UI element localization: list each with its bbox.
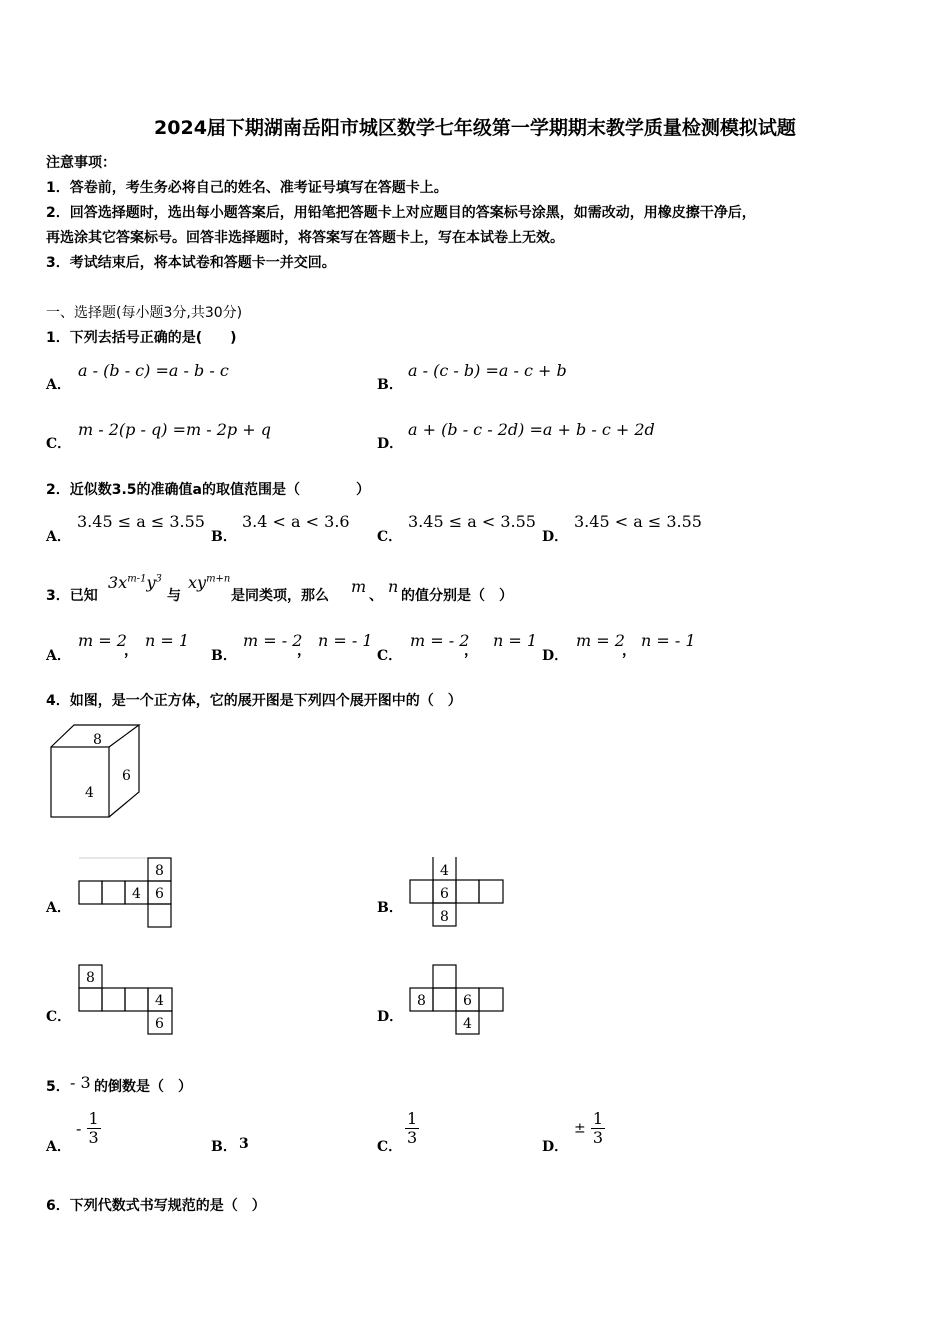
net-b-number-top: 4: [440, 863, 449, 879]
q5-option-a-fraction: [87, 1110, 101, 1147]
q4-label-a: A．: [46, 900, 71, 916]
cube-front-number: 4: [85, 785, 94, 801]
q6-stem: 6．下列代数式书写规范的是（ ）: [46, 1198, 266, 1214]
net-c-number-bottom: 6: [155, 1016, 164, 1032]
q3-term1: [108, 573, 162, 592]
q3-option-a-m: m = 2: [78, 631, 127, 650]
q4-net-a: [77, 857, 175, 930]
notice-item-2a: 2．回答选择题时，选出每小题答案后，用铅笔把答题卡上对应题目的答案标号涂黑，如需改动，用橡皮擦干净后，: [46, 205, 756, 221]
notice-item-2b: 再选涂其它答案标号。回答非选择题时，将答案写在答题卡上，写在本试卷上无效。: [46, 230, 564, 246]
q3-option-a-n: n = 1: [145, 631, 190, 650]
q1-label-c: C．: [46, 436, 72, 452]
q5-option-d-num: 1: [592, 1109, 604, 1128]
q3-term2-base: xy: [188, 573, 207, 592]
q5-option-c-den: 3: [407, 1128, 418, 1147]
cube-top-number: 8: [93, 732, 102, 748]
page-title: 2024届下期湖南岳阳市城区数学七年级第一学期期末教学质量检测模拟试题: [154, 117, 796, 139]
q5-option-b: 3: [239, 1136, 249, 1152]
q3-option-c-n: n = 1: [493, 631, 538, 650]
q5-option-c: [405, 1110, 419, 1147]
q3-label-d: D．: [542, 648, 569, 664]
net-a-number-left: 4: [132, 886, 141, 902]
q2-label-c: C．: [377, 529, 403, 545]
q5-label-a: A．: [46, 1139, 71, 1155]
q1-stem: 1．下列去括号正确的是( ): [46, 330, 237, 346]
q3-label-b: B．: [211, 648, 237, 664]
cube-figure: [46, 722, 146, 822]
q3-var-n: n: [388, 577, 399, 596]
net-d-number-left: 8: [417, 993, 426, 1009]
q5-option-a: [76, 1110, 101, 1147]
q3-term2-exp: m+n: [206, 573, 231, 585]
cube-side-number: 6: [122, 768, 131, 784]
q4-stem: 4．如图，是一个正方体，它的展开图是下列四个展开图中的（ ）: [46, 693, 462, 709]
q4-label-c: C．: [46, 1009, 72, 1025]
net-c-number-right: 4: [155, 993, 164, 1009]
q3-option-c-comma: ，: [464, 643, 478, 659]
q2-label-a: A．: [46, 529, 71, 545]
q3-term1-yexp: 3: [155, 573, 162, 585]
q5-stem-number: - 3: [70, 1073, 91, 1092]
q5-option-a-sign: -: [76, 1119, 82, 1138]
net-d-number-middle: 6: [463, 993, 472, 1009]
q5-option-a-den: 3: [88, 1128, 99, 1147]
q4-label-b: B．: [377, 900, 403, 916]
q3-term2: [188, 573, 230, 592]
net-a-number-top: 8: [155, 863, 164, 879]
q5-option-d-sign: ±: [574, 1120, 586, 1137]
notice-item-3: 3．考试结束后，将本试卷和答题卡一并交回。: [46, 255, 336, 271]
q2-label-b: B．: [211, 529, 237, 545]
q2-option-d: 3.45 < a ≤ 3.55: [574, 512, 702, 531]
q1-label-b: B．: [377, 377, 403, 393]
q3-option-c-m: m = - 2: [410, 631, 470, 650]
notice-heading: 注意事项：: [46, 155, 116, 171]
q5-label-d: D．: [542, 1139, 569, 1155]
notice-item-1: 1．答卷前，考生务必将自己的姓名、准考证号填写在答题卡上。: [46, 180, 448, 196]
q1-label-d: D．: [377, 436, 404, 452]
q1-option-c: m - 2(p - q) =m - 2p + q: [78, 420, 271, 439]
q2-label-d: D．: [542, 529, 569, 545]
q4-net-b: [408, 856, 508, 929]
q5-label-b: B．: [211, 1139, 237, 1155]
q3-option-a-comma: ，: [124, 643, 138, 659]
q4-net-c: [77, 964, 177, 1037]
q2-option-b: 3.4 < a < 3.6: [242, 512, 350, 531]
q3-label-a: A．: [46, 648, 71, 664]
q5-option-d-den: 3: [592, 1128, 604, 1147]
q1-option-b: a - (c - b) =a - c + b: [408, 361, 567, 380]
q2-stem: 2．近似数3.5的准确值a的取值范围是（ ）: [46, 482, 370, 498]
q5-option-d: [574, 1110, 605, 1147]
q5-option-a-num: 1: [88, 1109, 99, 1128]
q1-option-d: a + (b - c - 2d) =a + b - c + 2d: [408, 420, 655, 439]
q3-option-b-n: n = - 1: [318, 631, 373, 650]
net-d-number-bottom: 4: [463, 1016, 472, 1032]
q2-option-a: 3.45 ≤ a ≤ 3.55: [77, 512, 205, 531]
section-heading: 一、选择题(每小题3分,共30分): [46, 305, 243, 321]
q3-sep: 、: [369, 588, 383, 604]
q5-option-d-fraction: [591, 1110, 605, 1147]
q3-term1-base: 3x: [108, 573, 128, 592]
q3-option-d-n: n = - 1: [641, 631, 696, 650]
q3-stem-post1: 是同类项，那么: [231, 588, 329, 604]
q4-label-d: D．: [377, 1009, 404, 1025]
net-b-number-middle: 6: [440, 886, 449, 902]
q3-option-b-comma: ，: [297, 643, 311, 659]
net-a-number-right: 6: [155, 886, 164, 902]
q3-stem-mid: 与: [167, 588, 181, 604]
q3-stem-pre: 3．已知: [46, 588, 98, 604]
net-c-number-top: 8: [86, 970, 95, 986]
q1-label-a: A．: [46, 377, 71, 393]
q3-option-d-comma: ，: [622, 643, 636, 659]
q1-option-a: a - (b - c) =a - b - c: [78, 361, 229, 380]
q3-term1-exp: m-1: [127, 573, 147, 585]
q5-stem-pre: 5．: [46, 1079, 70, 1095]
q5-option-c-fraction: [405, 1110, 419, 1147]
q3-term1-y: y: [146, 573, 156, 592]
q5-stem-post: 的倒数是（ ）: [94, 1079, 192, 1095]
q2-option-c: 3.45 ≤ a < 3.55: [408, 512, 536, 531]
q5-option-c-num: 1: [407, 1109, 418, 1128]
q4-net-d: [408, 964, 508, 1037]
q3-stem-post2: 的值分别是（ ）: [401, 588, 513, 604]
q3-label-c: C．: [377, 648, 403, 664]
q3-option-d-m: m = 2: [576, 631, 625, 650]
q3-var-m: m: [351, 577, 367, 596]
net-b-number-bottom: 8: [440, 909, 449, 925]
q3-option-b-m: m = - 2: [243, 631, 303, 650]
q5-label-c: C．: [377, 1139, 403, 1155]
